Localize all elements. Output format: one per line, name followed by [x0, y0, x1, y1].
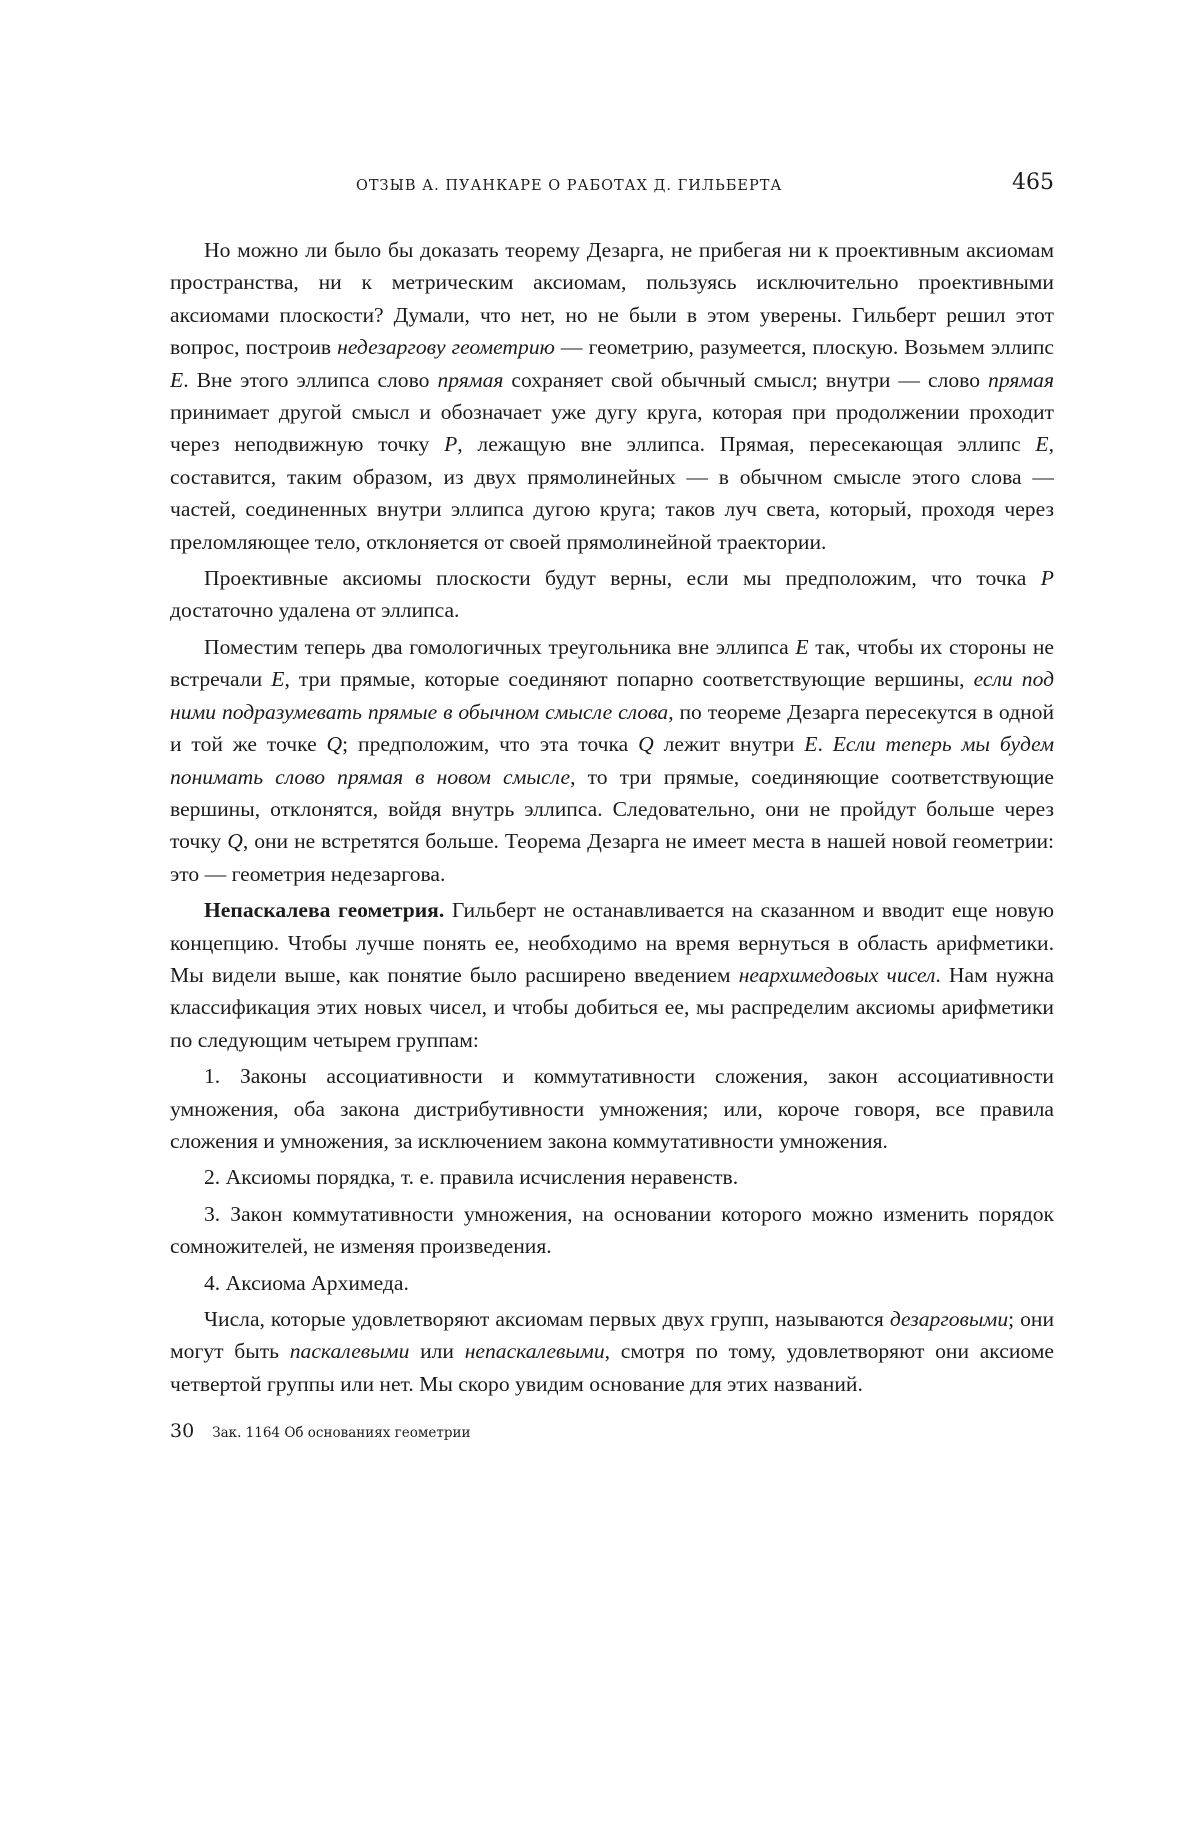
text-run: принимает другой смысл и обозначает уже дугу круга, которая при продолжении проходит через неподвижную точку [170, 400, 1054, 456]
italic-term: E [795, 635, 808, 659]
list-item: 3. Закон коммутативности умножения, на основании которого можно изменить порядок сомножителей, не изменяя произведения. [170, 1198, 1054, 1263]
text-run: . Вне этого эллипса слово [183, 368, 437, 392]
text-run: , три прямые, которые соединяют попарно соответствующие вершины, [284, 667, 973, 691]
text-run: так, чтобы их стороны не встречали [170, 635, 1054, 691]
text-run: сохраняет свой обычный смысл; внутри — слово [503, 368, 988, 392]
text-run: . Нам нужна классификация этих новых чисел, и чтобы добиться ее, мы распределим аксиомы арифметики по следующим четырем группам: [170, 963, 1054, 1052]
text-run: — геометрию, разумеется, плоскую. Возьмем эллипс [555, 335, 1054, 359]
italic-term: неархимедовых чисел [739, 963, 936, 987]
text-run: Проективные аксиомы плоскости будут верны, если мы предположим, что точка [204, 566, 1041, 590]
text-run: ; предположим, что эта точка [342, 732, 638, 756]
italic-term: E [170, 368, 183, 392]
italic-term: Если теперь мы будем понимать слово прямая в новом смысле [170, 732, 1054, 788]
italic-term: прямая [437, 368, 503, 392]
italic-term: дезарговыми [890, 1307, 1008, 1331]
text-run: , смотря по тому, удовлетворяют они аксиоме четвертой группы или нет. Мы скоро увидим основание для этих названий. [170, 1339, 1054, 1395]
page-number: 465 [1012, 170, 1054, 195]
footer-imprint: Зак. 1164 Об основаниях геометрии [212, 1425, 470, 1441]
text-run: , они не встретятся больше. Теорема Дезарга не имеет места в нашей новой геометрии: это — геометрия недезаргова. [170, 829, 1054, 885]
page-footer [170, 1420, 1054, 1442]
text-run: , то три прямые, соединяющие соответствующие вершины, отклонятся, войдя внутрь эллипса. Следовательно, они не пройдут больше через точку [170, 765, 1054, 854]
text-run: лежит внутри [654, 732, 804, 756]
italic-term: Q [638, 732, 654, 756]
paragraph-desarguesian-numbers [170, 1303, 1054, 1400]
italic-term: P [444, 432, 457, 456]
text-run: или [409, 1339, 464, 1363]
text-run: ; они могут быть [170, 1307, 1054, 1363]
text-run: Но можно ли было бы доказать теорему Дезарга, не прибегая ни к проективным аксиомам пространства, ни к метрическим аксиомам, пользуясь исключительно проективными аксиомами плоскости? Думали, что нет, но не были в этом уверены. Гильберт решил этот вопрос, построив [170, 238, 1054, 359]
italic-term: E [804, 732, 817, 756]
italic-term: если под ними подразумевать прямые в обычном смысле слова [170, 667, 1054, 723]
italic-term: прямая [988, 368, 1054, 392]
paragraph-desargues-question [170, 234, 1054, 558]
italic-term: E [1035, 432, 1048, 456]
paragraph-projective-axioms [170, 562, 1054, 627]
list-item: 2. Аксиомы порядка, т. е. правила исчисления неравенств. [170, 1161, 1054, 1193]
signature-mark: 30 [170, 1420, 194, 1442]
italic-term: Q [227, 829, 243, 853]
book-page [170, 170, 1054, 1442]
text-run: Поместим теперь два гомологичных треугольника вне эллипса [204, 635, 795, 659]
italic-term: недезаргову геометрию [337, 335, 555, 359]
paragraph-homologous-triangles [170, 631, 1054, 890]
section-heading: Непаскалева геометрия. [204, 898, 444, 922]
text-run: , составится, таким образом, из двух прямолинейных — в обычном смысле этого слова — частей, соединенных внутри эллипса дугою круга; таков луч света, который, проходя через преломляющее тело, отклоняется от своей прямолинейной траектории. [170, 432, 1054, 553]
italic-term: Q [327, 732, 343, 756]
text-run: . [817, 732, 832, 756]
running-title: ОТЗЫВ А. ПУАНКАРЕ О РАБОТАХ Д. ГИЛЬБЕРТА [356, 178, 782, 194]
list-item: 4. Аксиома Архимеда. [170, 1267, 1054, 1299]
italic-term: паскалевыми [290, 1339, 410, 1363]
italic-term: P [1041, 566, 1054, 590]
text-run: , лежащую вне эллипса. Прямая, пересекающая эллипс [457, 432, 1035, 456]
italic-term: непаскалевыми [465, 1339, 605, 1363]
running-head [170, 170, 1054, 200]
italic-term: E [271, 667, 284, 691]
list-item: 1. Законы ассоциативности и коммутативности сложения, закон ассоциативности умножения, оба закона дистрибутивности умножения; или, короче говоря, все правила сложения и умножения, за исключением закона коммутативности умножения. [170, 1060, 1054, 1157]
paragraph-non-pascalian [170, 894, 1054, 1056]
text-run: Числа, которые удовлетворяют аксиомам первых двух групп, называются [204, 1307, 890, 1331]
page-body [170, 234, 1054, 1400]
text-run: Гильберт не останавливается на сказанном и вводит еще новую концепцию. Чтобы лучше понять ее, необходимо на время вернуться в область арифметики. Мы видели выше, как понятие было расширено введением [170, 898, 1054, 987]
text-run: достаточно удалена от эллипса. [170, 598, 459, 622]
text-run: , по теореме Дезарга пересекутся в одной и той же точке [170, 700, 1054, 756]
